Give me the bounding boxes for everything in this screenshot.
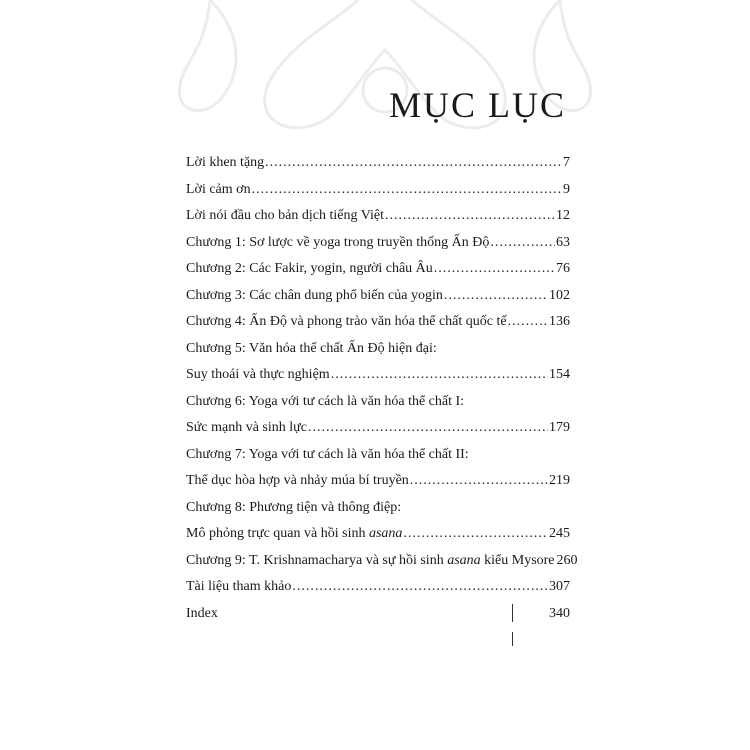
- toc-entry-label: Sức mạnh và sinh lực: [186, 420, 307, 435]
- toc-entry-page: 340: [549, 605, 570, 621]
- dot-leader: [265, 150, 562, 177]
- toc-entry: [186, 468, 570, 495]
- dot-leader: [444, 283, 548, 310]
- toc-entry: [186, 177, 570, 204]
- toc-entry-page: 12: [556, 208, 570, 223]
- toc-entry-label: Chương 5: Văn hóa thể chất Ấn Độ hiện đại:: [186, 340, 437, 356]
- toc-entry-label: Mô phỏng trực quan và hồi sinh asana: [186, 526, 403, 541]
- dot-leader: [308, 415, 548, 442]
- toc-entry: [186, 230, 570, 257]
- dot-leader: [403, 521, 548, 548]
- dot-leader: [508, 309, 548, 336]
- toc-entry-page: 63: [556, 234, 570, 250]
- toc-entry-page: 245: [549, 526, 570, 541]
- toc-entry: [186, 256, 570, 283]
- toc-entry-label: Suy thoái và thực nghiệm: [186, 367, 330, 382]
- toc-entry: [186, 150, 570, 177]
- toc-entry: [186, 495, 570, 522]
- toc-entry-page: 102: [549, 287, 570, 303]
- vertical-mark: [512, 604, 513, 622]
- toc-entry-page: 179: [549, 420, 570, 435]
- toc-entry-label: Tài liệu tham khảo: [186, 579, 292, 594]
- toc-entry-label: Chương 7: Yoga với tư cách là văn hóa thể chất II:: [186, 446, 469, 462]
- dot-leader: [434, 256, 555, 283]
- toc-entry: [186, 521, 570, 548]
- dot-leader: [490, 230, 555, 257]
- toc-entry-label: Index: [186, 605, 218, 621]
- toc-entry-label: Lời nói đầu cho bản dịch tiếng Việt: [186, 208, 384, 223]
- background-ornament: [150, 0, 620, 150]
- toc-entry: [186, 336, 570, 363]
- toc-entry-label: Chương 3: Các chân dung phổ biến của yogin: [186, 287, 443, 303]
- dot-leader: [331, 362, 548, 389]
- toc-entry-label: Chương 4: Ấn Độ và phong trào văn hóa thể chất quốc tế: [186, 314, 507, 329]
- toc-entry: [186, 548, 578, 575]
- page-title: MỤC LỤC: [388, 85, 566, 125]
- toc-entry-page: 154: [549, 367, 570, 382]
- toc-entry: [186, 574, 570, 601]
- vertical-mark: [512, 632, 513, 646]
- toc-entry-page: 76: [556, 261, 570, 276]
- toc-entry-label: Lời khen tặng: [186, 155, 265, 170]
- toc-entry: [186, 415, 570, 442]
- toc-entry-label: Chương 1: Sơ lược về yoga trong truyền thống Ấn Độ: [186, 234, 490, 250]
- toc-entry-page: 7: [563, 155, 570, 170]
- toc-entry-page: 9: [563, 181, 570, 197]
- dot-leader: [252, 177, 562, 204]
- dot-leader: [292, 574, 548, 601]
- dot-leader: [385, 203, 555, 230]
- toc-entry-label: Chương 8: Phương tiện và thông điệp:: [186, 499, 402, 515]
- toc-entry: [186, 389, 570, 416]
- table-of-contents: [186, 150, 578, 627]
- toc-entry-label: Lời cảm ơn: [186, 181, 251, 197]
- dot-leader: [410, 468, 548, 495]
- toc-entry-label: Thể dục hòa hợp và nhảy múa bí truyền: [186, 473, 409, 488]
- toc-entry-label: Chương 9: T. Krishnamacharya và sự hồi sinh asana kiểu Mysore: [186, 552, 555, 568]
- toc-entry-page: 260: [556, 552, 578, 568]
- toc-entry: [186, 362, 570, 389]
- toc-entry-page: 219: [549, 473, 570, 488]
- toc-entry-page: 307: [549, 579, 570, 594]
- toc-entry-page: 136: [549, 314, 570, 329]
- toc-entry: [186, 309, 570, 336]
- toc-entry-label: Chương 2: Các Fakir, yogin, người châu Âu: [186, 261, 433, 276]
- toc-entry: [186, 203, 570, 230]
- toc-entry: [186, 283, 570, 310]
- toc-entry-label: Chương 6: Yoga với tư cách là văn hóa thể chất I:: [186, 393, 465, 409]
- toc-entry: [186, 442, 570, 469]
